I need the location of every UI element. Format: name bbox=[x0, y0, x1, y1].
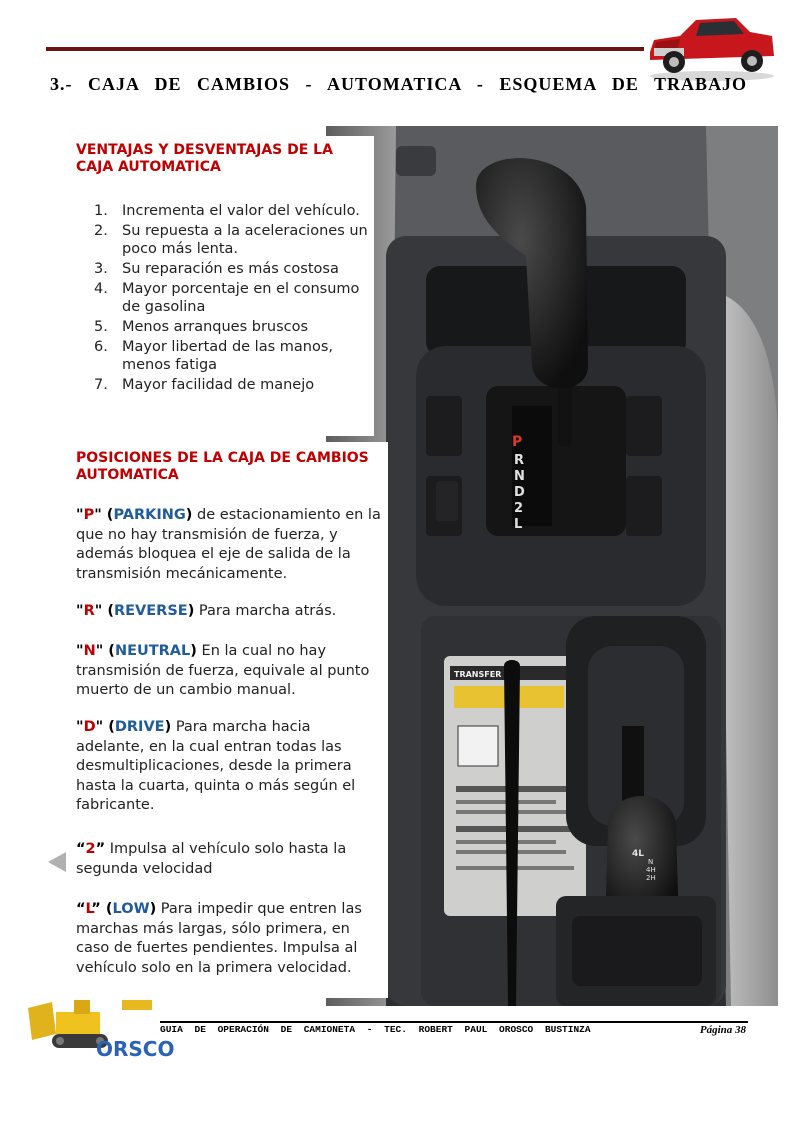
transfer-n: N bbox=[648, 858, 654, 866]
item-number: 4. bbox=[94, 281, 108, 297]
item-text: Mayor porcentaje en el consumo de gasolina bbox=[122, 281, 360, 315]
shifter-letter-p: P bbox=[512, 434, 523, 450]
shifter-letter-l: L bbox=[514, 517, 523, 532]
list-item bbox=[94, 318, 378, 336]
shifter-letter-d: D bbox=[514, 485, 525, 500]
position-d: "D" (DRIVE) Para marcha hacia adelante, en la cual entran todas las desmultiplicaciones, desde la primera hasta la cuarta, quinta o más según el fabricante. bbox=[76, 719, 356, 813]
transfer-4l: 4L bbox=[632, 849, 644, 859]
advantages-panel bbox=[62, 136, 374, 436]
transfer-2h: 2H bbox=[646, 874, 656, 882]
list-item bbox=[94, 338, 378, 374]
item-number: 2. bbox=[94, 223, 108, 239]
list-item bbox=[94, 260, 378, 278]
item-text: Mayor facilidad de manejo bbox=[122, 377, 315, 393]
header-rule bbox=[46, 47, 644, 51]
footer-rule bbox=[160, 1021, 748, 1023]
positions-title: POSICIONES DE LA CAJA DE CAMBIOS AUTOMATICA bbox=[76, 450, 369, 483]
section-title: 3.- CAJA DE CAMBIOS - AUTOMATICA - ESQUEMA DE TRABAJO bbox=[50, 74, 748, 94]
bulldozer-logo bbox=[22, 994, 175, 1062]
triangle-left-icon bbox=[48, 852, 66, 872]
list-item bbox=[94, 376, 378, 394]
item-text: Su repuesta a la aceleraciones un poco más lenta. bbox=[122, 223, 368, 257]
shifter-letter-n: N bbox=[514, 469, 525, 484]
item-text: Menos arranques bruscos bbox=[122, 319, 309, 335]
transfer-4h: 4H bbox=[646, 866, 656, 874]
item-text: Su reparación es más costosa bbox=[122, 261, 339, 277]
item-number: 7. bbox=[94, 377, 108, 393]
position-2: “2” Impulsa al vehículo solo hasta la segunda velocidad bbox=[76, 841, 347, 877]
advantages-title: VENTAJAS Y DESVENTAJAS DE LA CAJA AUTOMATICA bbox=[76, 142, 333, 175]
pickup-truck-image bbox=[640, 6, 780, 82]
list-item bbox=[94, 202, 378, 220]
shifter-letter-2: 2 bbox=[514, 501, 524, 516]
page-number: Página 38 bbox=[699, 1024, 746, 1036]
position-l: “L” (LOW) Para impedir que entren las marchas más largas, sólo primera, en caso de fuertes pendientes. Impulsa al vehículo solo en la primera velocidad. bbox=[76, 901, 362, 976]
position-p: "P" (PARKING) de estacionamiento en la que no hay transmisión de fuerza, y además bloquea el eje de salida de la transmisión mecánicamente. bbox=[76, 507, 381, 582]
gear-shifter-photo bbox=[326, 126, 778, 1006]
item-number: 1. bbox=[94, 203, 108, 219]
shifter-letter-r: R bbox=[514, 453, 525, 468]
item-text: Incrementa el valor del vehículo. bbox=[122, 203, 360, 219]
positions-panel bbox=[62, 442, 388, 998]
position-n: "N" (NEUTRAL) En la cual no hay transmisión de fuerza, equivale al punto muerto de un cambio manual. bbox=[76, 643, 370, 698]
transfer-label: TRANSFER bbox=[454, 670, 502, 679]
footer-text: GUIA DE OPERACIÓN DE CAMIONETA - TEC. ROBERT PAUL OROSCO BUSTINZA bbox=[160, 1024, 591, 1035]
item-number: 5. bbox=[94, 319, 108, 335]
logo-text: ORSCO bbox=[96, 1037, 175, 1061]
item-number: 3. bbox=[94, 261, 108, 277]
position-r: "R" (REVERSE) Para marcha atrás. bbox=[76, 603, 337, 619]
item-text: Mayor libertad de las manos, menos fatiga bbox=[122, 339, 333, 373]
item-number: 6. bbox=[94, 339, 108, 355]
list-item bbox=[94, 222, 378, 258]
list-item bbox=[94, 280, 378, 316]
advantages-list bbox=[94, 202, 378, 396]
